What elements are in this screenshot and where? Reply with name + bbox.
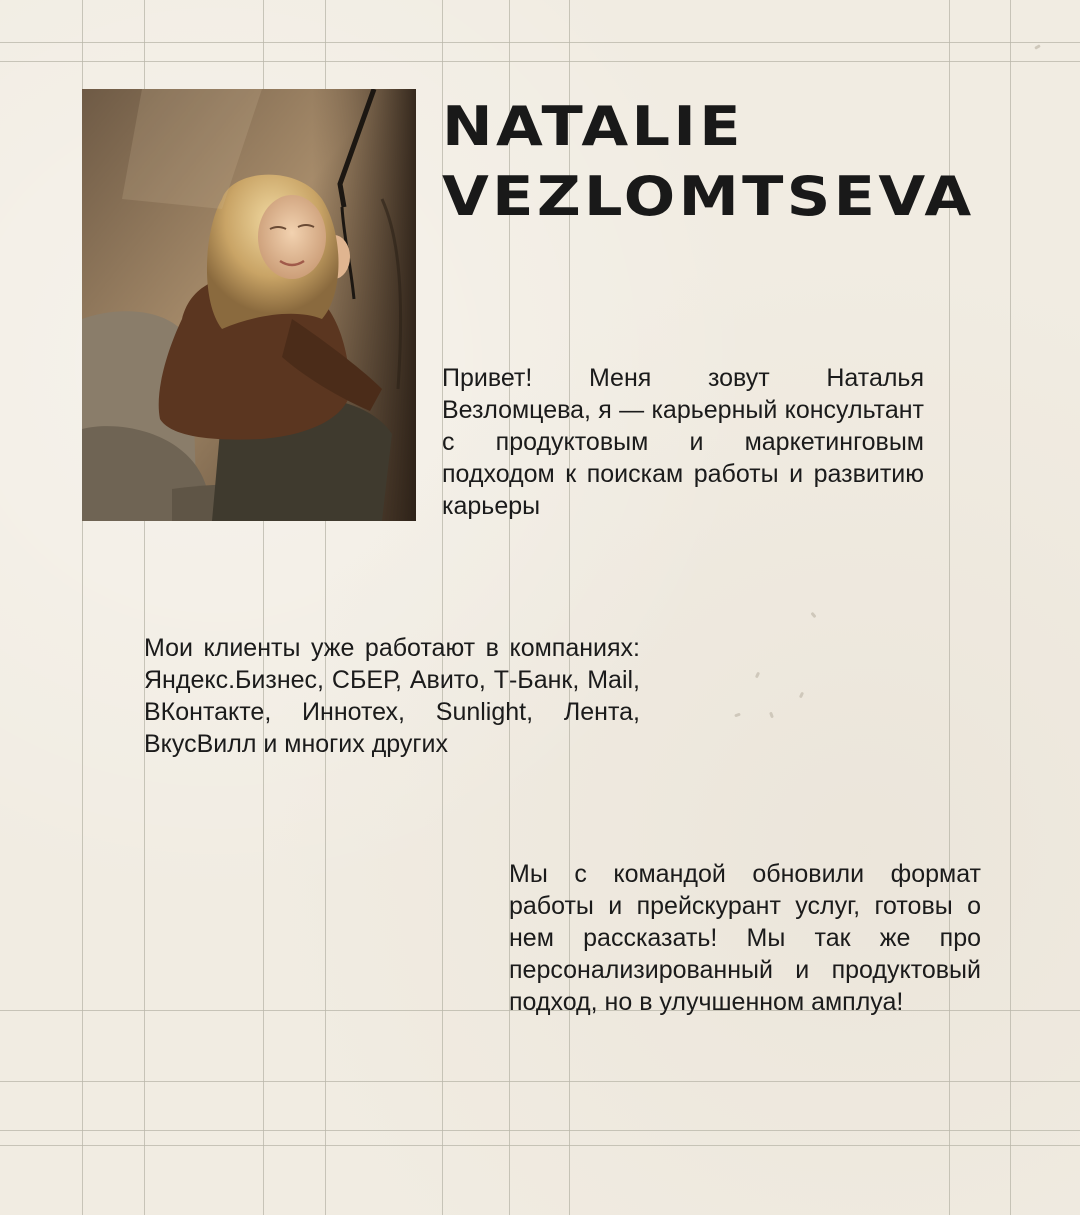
portrait-photo	[82, 89, 416, 521]
name-last-line: VEZLOMTSEVA	[442, 165, 975, 228]
person-name	[442, 92, 1069, 232]
team-paragraph: Мы с командой обновили формат работы и прейскурант услуг, готовы о нем рассказать! Мы так же про персонализированный и продуктовый подход, но в улучшенном амплуа!	[509, 860, 981, 1016]
name-first-line: NATALIE	[442, 95, 744, 158]
clients-paragraph: Мои клиенты уже работают в компаниях: Яндекс.Бизнес, СБЕР, Авито, Т-Банк, Mail, ВКонтакте, Иннотех, Sunlight, Лента, ВкусВилл и многих других	[144, 634, 640, 758]
intro-paragraph: Привет! Меня зовут Наталья Везломцева, я — карьерный консультант с продуктовым и маркетинговым подходом к поискам работы и развитию карьеры	[442, 364, 924, 520]
